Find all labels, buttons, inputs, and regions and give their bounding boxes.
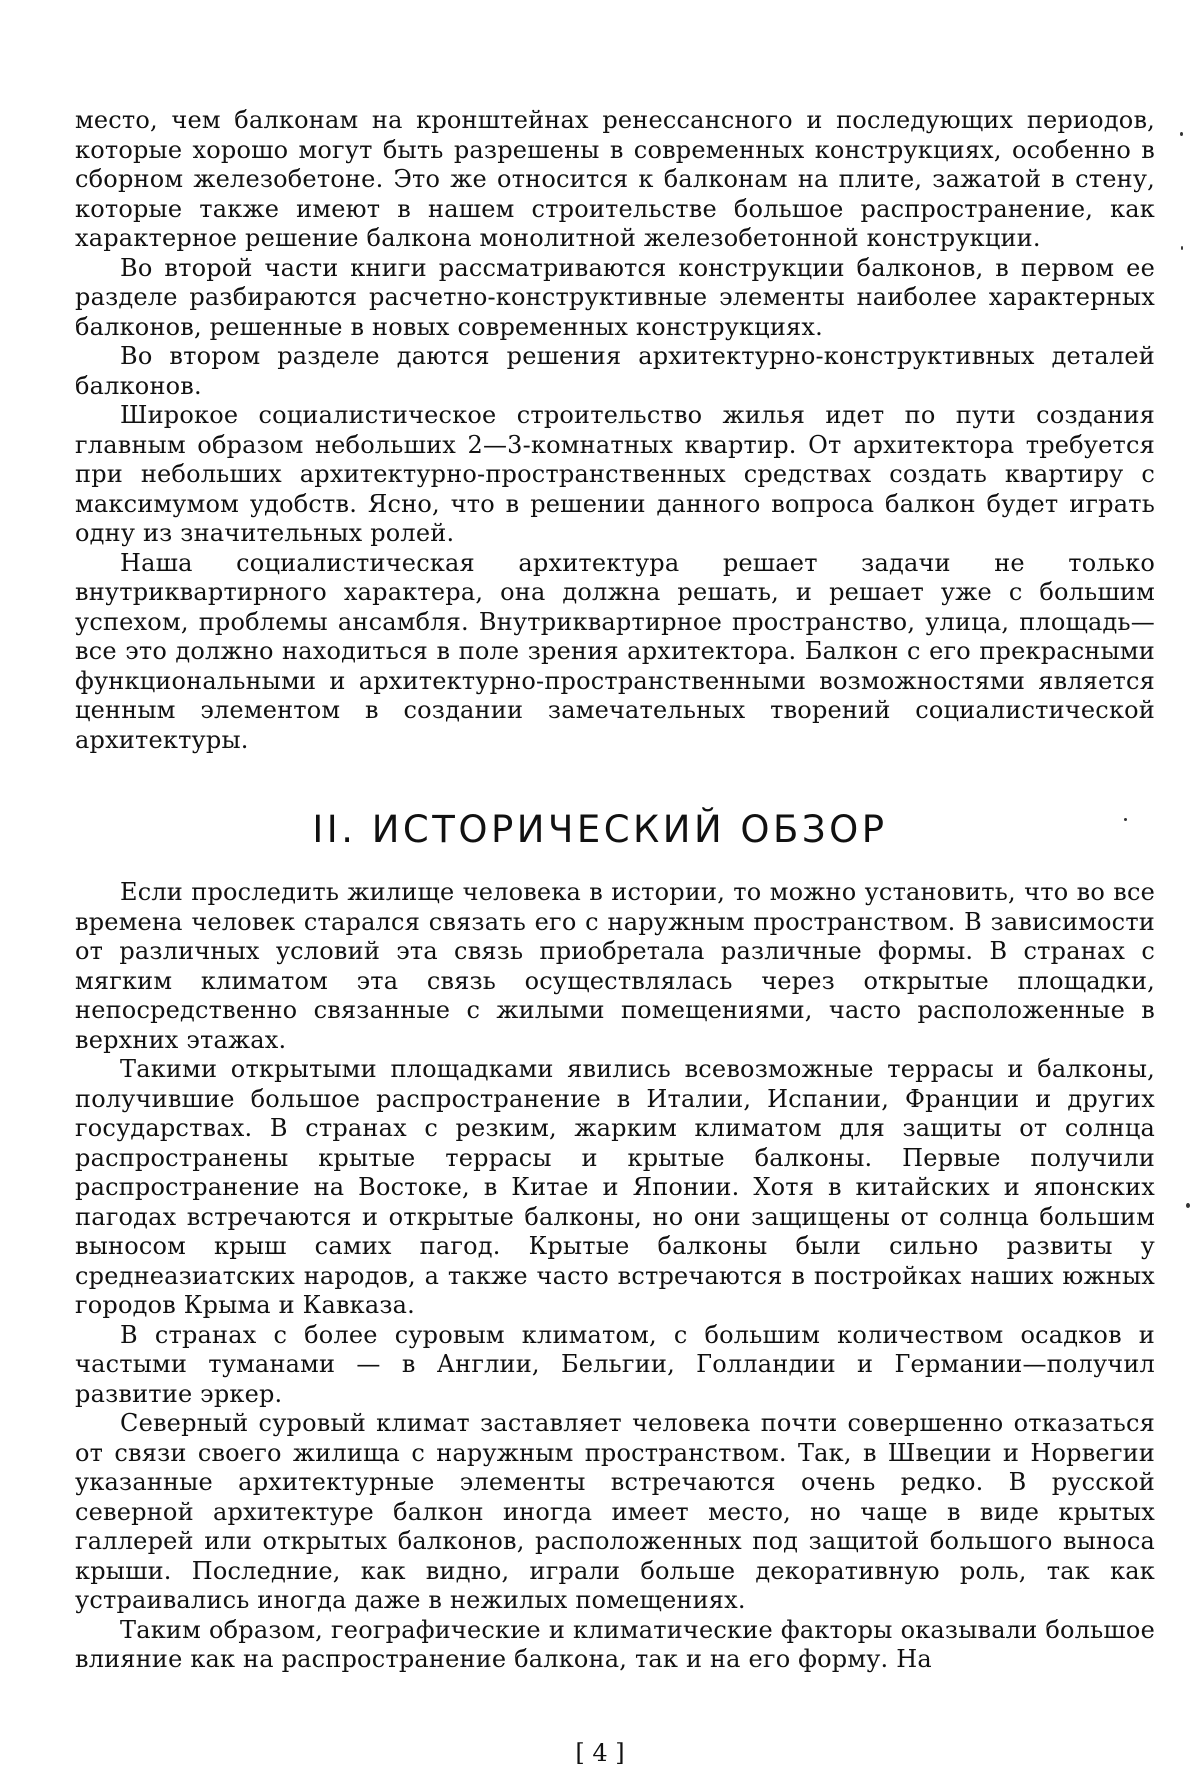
paragraph: Широкое социалистическое строительство жилья идет по пути создания главным образом небольших 2—3-комнатных квартир. От архитектора требуется при небольших архитектурно-пространственных средствах создать квартиру с максимумом удобств. Ясно, что в решении данного вопроса балкон будет играть одну из значительных ролей.	[75, 401, 1155, 547]
paragraph: Во втором разделе даются решения архитектурно-конструктивных деталей балконов.	[75, 342, 1155, 400]
section-text-block	[75, 878, 1155, 1675]
paragraph: Северный суровый климат заставляет человека почти совершенно отказаться от связи своего жилища с наружным пространством. Так, в Швеции и Норвегии указанные архитектурные элементы встречаются очень редко. В русской северной архитектуре балкон иногда имеет место, но чаще в виде крытых галлерей или открытых балконов, расположенных под защитой большого выноса крыши. Последние, как видно, играли больше декоративную роль, так как устраивались иногда даже в нежилых помещениях.	[75, 1409, 1155, 1614]
paragraph: В странах с более суровым климатом, с большим количеством осадков и частыми туманами — в Англии, Бельгии, Голландии и Германии—получил развитие эркер.	[75, 1320, 1155, 1408]
intro-text-block	[75, 106, 1155, 755]
scan-speck	[1180, 132, 1183, 136]
paragraph: Если проследить жилище человека в истории, то можно установить, что во все времена человек старался связать его с наружным пространством. В зависимости от различных условий эта связь приобретала различные формы. В странах с мягким климатом эта связь осуществлялась через открытые площадки, непосредственно связанные с жилыми помещениями, часто расположенные в верхних этажах.	[75, 878, 1155, 1054]
paragraph: Такими открытыми площадками явились всевозможные террасы и балконы, получившие большое распространение в Италии, Испании, Франции и других государствах. В странах с резким, жарким климатом для защиты от солнца распространены крытые террасы и крытые балконы. Первые получили распространение на Востоке, в Китае и Японии. Хотя в китайских и японских пагодах встречаются и открытые балконы, но они защищены от солнца большим выносом крыш самих пагод. Крытые балконы были сильно развиты у среднеазиатских народов, а также часто встречаются в постройках наших южных городов Крыма и Кавказа.	[75, 1055, 1155, 1319]
scan-speck	[1186, 1203, 1190, 1208]
page-number: [ 4 ]	[575, 1739, 625, 1767]
paragraph: место, чем балконам на кронштейнах ренессансного и последующих периодов, которые хорошо могут быть разрешены в современных конструкциях, особенно в сборном железобетоне. Это же относится к балконам на плите, зажатой в стену, которые также имеют в нашем строительстве большое распространение, как характерное решение балкона монолитной железобетонной конструкции.	[75, 106, 1155, 252]
scan-speck	[1181, 246, 1183, 250]
scan-speck	[1124, 818, 1127, 821]
paragraph: Во второй части книги рассматриваются конструкции балконов, в первом ее разделе разбираются расчетно-конструктивные элементы наиболее характерных балконов, решенные в новых современных конструкциях.	[75, 253, 1155, 341]
paragraph: Наша социалистическая архитектура решает задачи не только внутриквартирного характера, она должна решать, и решает уже с большим успехом, проблемы ансамбля. Внутриквартирное пространство, улица, площадь— все это должно находиться в поле зрения архитектора. Балкон с его прекрасными функциональными и архитектурно-пространственными возможностями является ценным элементом в создании замечательных творений социалистической архитектуры.	[75, 548, 1155, 754]
paragraph: Таким образом, географические и климатические факторы оказывали большое влияние как на распространение балкона, так и на его форму. На	[75, 1615, 1155, 1673]
section-heading: II. ИСТОРИЧЕСКИЙ ОБЗОР	[312, 808, 888, 851]
